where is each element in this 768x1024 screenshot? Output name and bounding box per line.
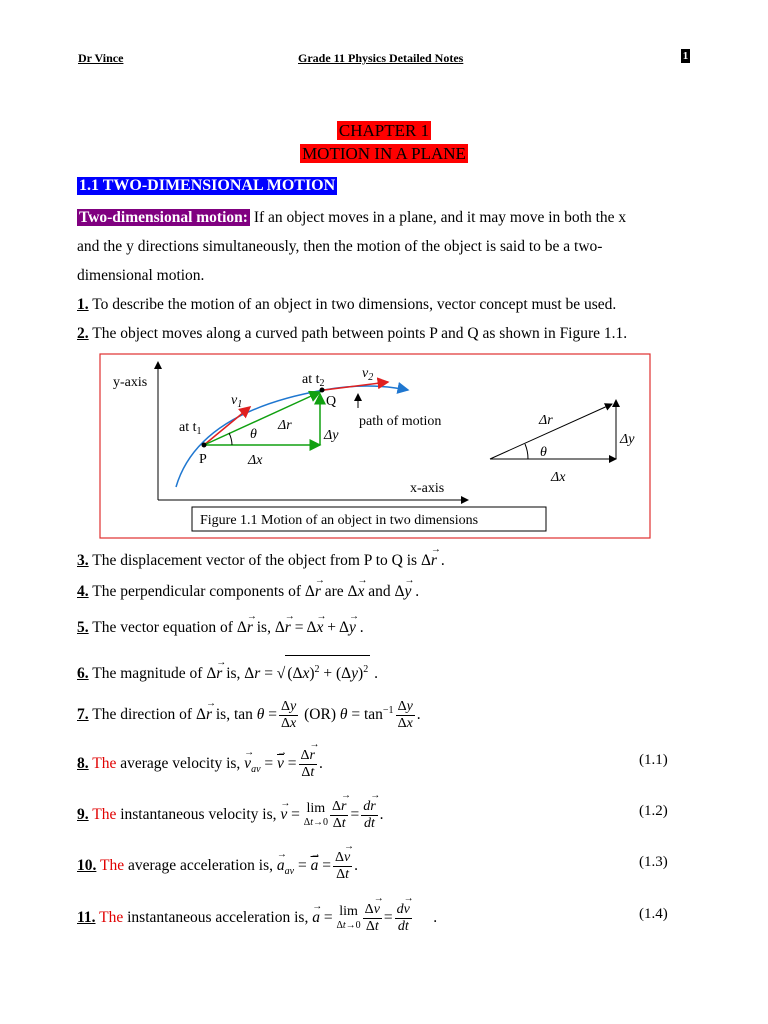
dr-vector: [204, 392, 320, 445]
dr-label: Δr: [278, 418, 292, 433]
y-axis-label: y-axis: [113, 375, 148, 390]
tri-dy-label: Δy: [620, 432, 635, 447]
theta-arc: [229, 433, 232, 445]
header-author: Dr Vince: [78, 51, 124, 65]
list-item: 3. The displacement vector of the object from P to Q is Δ→ r .: [77, 547, 445, 575]
path-curve: [176, 386, 408, 487]
equation-number: (1.1): [639, 752, 668, 768]
list-item: 9. The instantaneous velocity is, → v = lim Δt→0 $\frac{\Delta\to r}{\Delta t}$ = $\frac{d\to r}{dt}$ .: [77, 799, 384, 832]
dx-label: Δx: [248, 453, 263, 468]
point-q-label: Q: [326, 394, 337, 409]
tri-theta-arc: [525, 444, 528, 459]
v1-vector: [204, 407, 250, 445]
equation-number: (1.2): [639, 803, 668, 819]
figure-1-1: [98, 352, 652, 540]
dy-label: Δy: [324, 428, 339, 443]
list-item: 1. To describe the motion of an object in two dimensions, vector concept must be used.: [77, 296, 617, 313]
point-p-label: P: [199, 452, 207, 467]
point-p-dot: [202, 443, 207, 448]
chapter-title: MOTION IN A PLANE: [302, 144, 466, 163]
header-title: Grade 11 Physics Detailed Notes: [298, 51, 464, 65]
section-title: 1.1 TWO-DIMENSIONAL MOTION: [79, 177, 336, 194]
equation-number: (1.3): [639, 854, 668, 870]
definition-term: Two-dimensional motion:: [79, 209, 248, 226]
at-t1-label: at $t_1$: [179, 420, 202, 437]
list-item: 8. The average velocity is, → $v_{av}$ = → $\overline{v}$ = $\frac{\Delta\to r}{\Delta t}$ .: [77, 748, 323, 784]
list-item: 6. The magnitude of Δ→ r is, Δr = √ $(\Delta x)^2 + (\Delta y)^2$ .: [77, 655, 378, 688]
list-item: 2. The object moves along a curved path between points P and Q as shown in Figure 1.1.: [77, 325, 628, 342]
page-number: 1: [682, 50, 689, 62]
list-item: 11. The instantaneous acceleration is, → a = lim Δt→0 $\frac{\Delta\to v}{\Delta t}$ = $\frac{d\to v}{dt}$ .: [77, 902, 437, 935]
list-item: 4. The perpendicular components of Δ→ r are Δ→ x and Δ→ y .: [77, 578, 419, 606]
list-item: 5. The vector equation of Δ→ r is, Δ→ r = Δ→ x + Δ→ y .: [77, 614, 364, 642]
tri-dx-label: Δx: [551, 470, 566, 485]
equation-number: (1.4): [639, 906, 668, 922]
definition-line3: dimensional motion.: [77, 267, 205, 284]
definition-line2: and the y directions simultaneously, then the motion of the object is said to be a two-: [77, 238, 603, 255]
v1-label: $v_1$: [231, 393, 243, 410]
at-t2-label: at $t_2$: [302, 372, 325, 389]
tri-dr-label: Δr: [539, 413, 553, 428]
v2-label: $v_2$: [362, 366, 374, 383]
tri-theta-label: θ: [540, 445, 547, 460]
list-item: 7. The direction of Δ→ r is, tan θ = $\frac{\Delta y}{\Delta x}$ (OR) $\theta = \tan^{-1}$ $\frac{\Delta y}{\Delta x}$ .: [77, 697, 421, 732]
x-axis-label: x-axis: [410, 481, 445, 496]
theta-label: θ: [250, 427, 257, 442]
path-label: path of motion: [359, 414, 442, 429]
definition-line1: Two-dimensional motion: If an object moves in a plane, and it may move in both the x: [79, 209, 627, 226]
figure-caption: Figure 1.1 Motion of an object in two dimensions: [200, 513, 479, 528]
chapter-number: CHAPTER 1: [338, 121, 430, 140]
list-item: 10. The average acceleration is, → $a_{av}$ = → $\overline{a}$ = $\frac{\Delta\to v}{\Delta t}$ .: [77, 850, 358, 886]
